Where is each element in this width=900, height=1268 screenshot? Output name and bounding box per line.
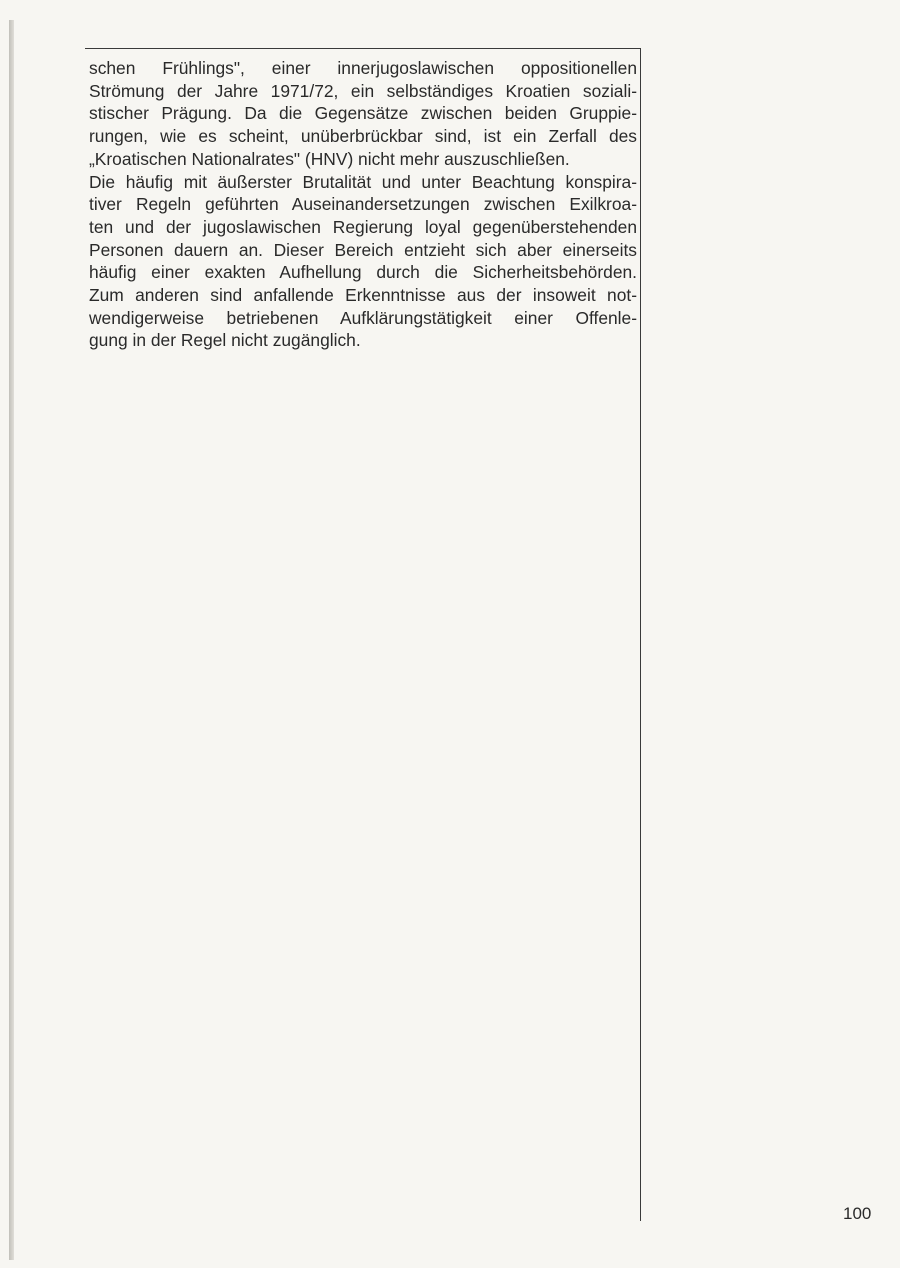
text-line: tiver Regeln geführten Auseinandersetzungen zwischen Exilkroa- <box>89 194 637 215</box>
text-line: ten und der jugoslawischen Regierung loyal gegenüberstehenden <box>89 216 637 237</box>
body-paragraph <box>89 57 637 352</box>
page-binding-edge <box>9 20 14 1260</box>
text-line: schen Frühlings", einer innerjugoslawischen oppositionellen <box>89 58 637 78</box>
text-line: Personen dauern an. Dieser Bereich entzieht sich aber einerseits <box>89 239 637 260</box>
text-line: häufig einer exakten Aufhellung durch die Sicherheitsbehörden. <box>89 262 637 283</box>
text-line: „Kroatischen Nationalrates" (HNV) nicht mehr auszuschließen. <box>89 148 570 169</box>
text-line: stischer Prägung. Da die Gegensätze zwischen beiden Gruppie- <box>89 103 637 124</box>
text-line: Zum anderen sind anfallende Erkenntnisse aus der insoweit not- <box>89 285 637 306</box>
page-number: 100 <box>843 1204 872 1223</box>
text-line: Die häufig mit äußerster Brutalität und unter Beachtung konspira- <box>89 171 637 192</box>
text-line: gung in der Regel nicht zugänglich. <box>89 330 361 351</box>
text-line: rungen, wie es scheint, unüberbrückbar sind, ist ein Zerfall des <box>89 126 637 147</box>
text-line: Strömung der Jahre 1971/72, ein selbständiges Kroatien soziali- <box>89 80 637 101</box>
text-line: wendigerweise betriebenen Aufklärungstätigkeit einer Offenle- <box>89 307 637 328</box>
